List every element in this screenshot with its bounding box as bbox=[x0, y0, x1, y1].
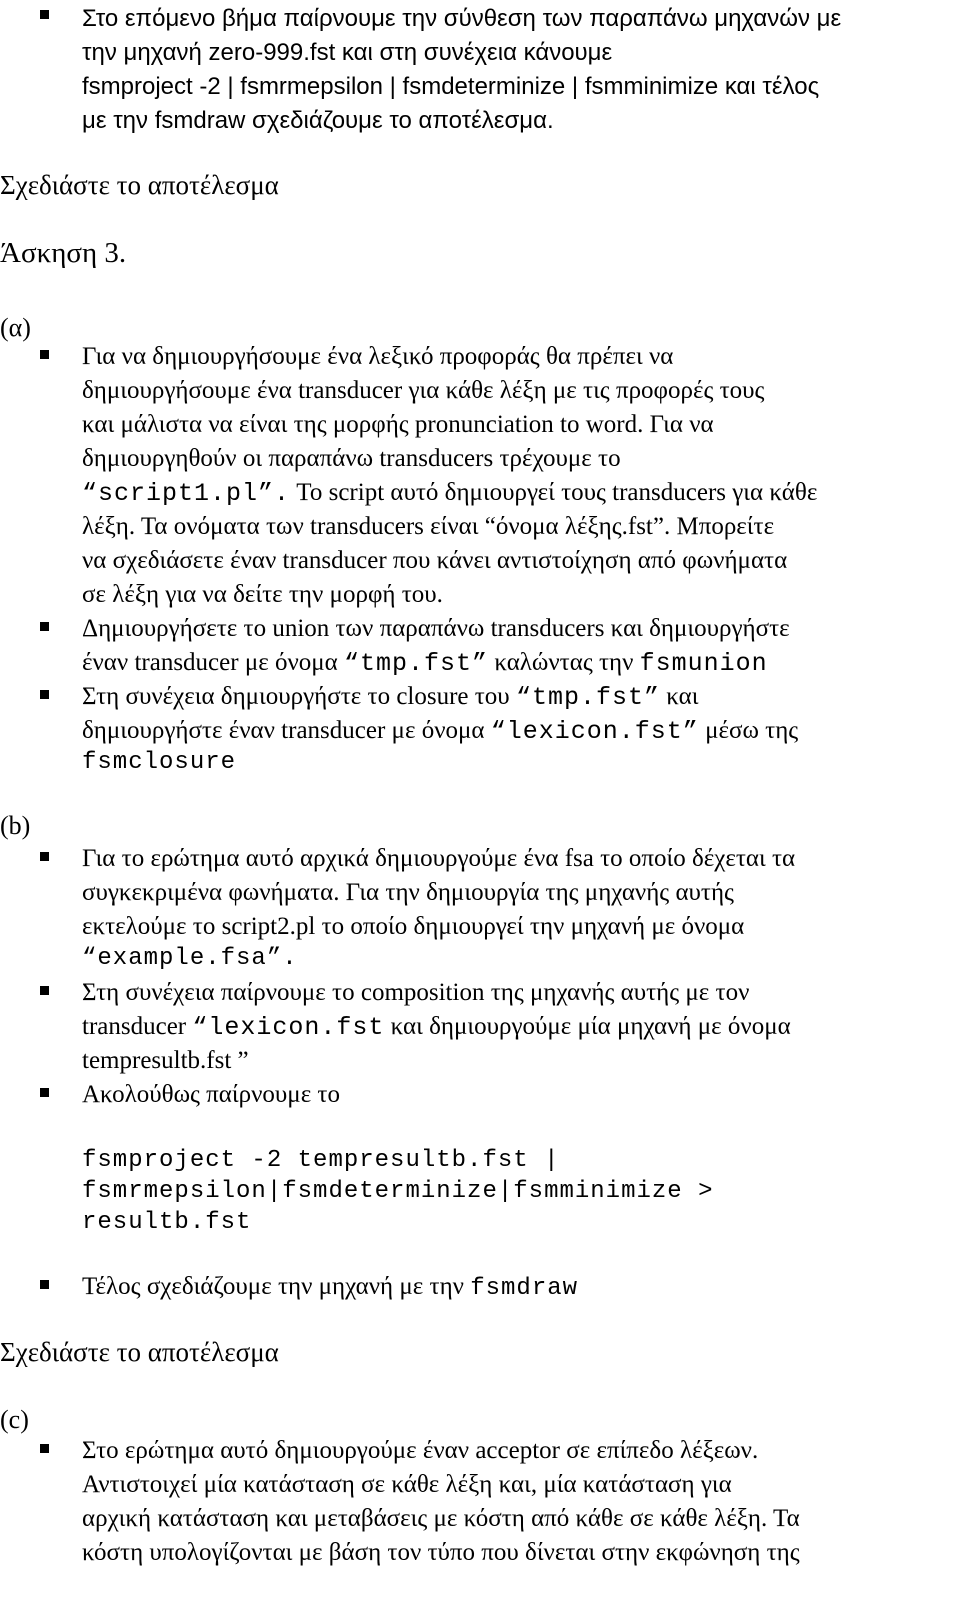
part-b-b2-line-2 bbox=[82, 1010, 791, 1044]
draw-result-heading: Σχεδιάστε το αποτέλεσμα bbox=[0, 1337, 279, 1367]
inline-text: Τέλος σχεδιάζουμε την μηχανή με την bbox=[82, 1273, 471, 1300]
part-a-b1-line-3: και μάλιστα να είναι της μορφής pronunciation to word. Για να bbox=[82, 411, 714, 438]
bullet-icon bbox=[40, 986, 49, 995]
code-block-line-2: fsmrmepsilon|fsmdeterminize|fsmminimize > bbox=[82, 1178, 714, 1205]
part-c-b1-line-4: κόστη υπολογίζονται με βάση τον τύπο που δίνεται στην εκφώνηση της bbox=[82, 1539, 800, 1566]
part-a-b1-line-5 bbox=[82, 476, 817, 510]
part-a-b1-line-8: σε λέξη για να δείτε την μορφή του. bbox=[82, 581, 443, 608]
inline-text: Το script αυτό δημιουργεί τους transducers για κάθε bbox=[290, 479, 818, 506]
bullet-icon bbox=[40, 350, 49, 359]
part-a-b3-line-3: fsmclosure bbox=[82, 749, 237, 776]
inline-code: “tmp.fst” bbox=[344, 649, 489, 678]
intro-line-2: την μηχανή zero-999.fst και στη συνέχεια κάνουμε bbox=[82, 39, 613, 66]
inline-code: “lexicon.fst bbox=[192, 1013, 385, 1042]
inline-text: καλώντας την bbox=[488, 649, 640, 676]
bullet-icon bbox=[40, 622, 49, 631]
exercise-title: Άσκηση 3. bbox=[0, 237, 127, 269]
part-c-b1-line-1: Στο ερώτημα αυτό δημιουργούμε έναν acceptor σε επίπεδο λέξεων. bbox=[82, 1437, 759, 1464]
part-b-b4-line-1 bbox=[82, 1270, 578, 1304]
part-a-label: (α) bbox=[0, 313, 31, 342]
inline-text: και δημιουργούμε μία μηχανή με όνομα bbox=[384, 1013, 791, 1040]
part-a-b3-line-1 bbox=[82, 680, 698, 714]
part-b-b1-line-4: “example.fsa”. bbox=[82, 945, 298, 972]
part-c-b1-line-2: Αντιστοιχεί μία κατάσταση σε κάθε λέξη και, μία κατάσταση για bbox=[82, 1471, 732, 1498]
part-a-b1-line-1: Για να δημιουργήσουμε ένα λεξικό προφοράς θα πρέπει να bbox=[82, 343, 674, 370]
part-b-label: (b) bbox=[0, 811, 31, 840]
part-a-b1-line-7: να σχεδιάσετε έναν transducer που κάνει αντιστοίχηση από φωνήματα bbox=[82, 547, 788, 574]
part-b-b2-line-1: Στη συνέχεια παίρνουμε το composition της μηχανής αυτής με τον bbox=[82, 979, 750, 1006]
inline-code: “tmp.fst” bbox=[515, 683, 660, 712]
part-a-b2-line-1: Δημιουργήσετε το union των παραπάνω transducers και δημιουργήστε bbox=[82, 615, 790, 642]
intro-line-3: fsmproject -2 | fsmrmepsilon | fsmdeterminize | fsmminimize και τέλος bbox=[82, 73, 820, 100]
code-block-line-1: fsmproject -2 tempresultb.fst | bbox=[82, 1147, 560, 1174]
bullet-icon bbox=[40, 1444, 49, 1453]
inline-text: και bbox=[659, 683, 699, 710]
part-b-b2-line-3: tempresultb.fst ” bbox=[82, 1047, 249, 1074]
part-c-label: (c) bbox=[0, 1405, 29, 1434]
part-b-b1-line-2: συγκεκριμένα φωνήματα. Για την δημιουργία της μηχανής αυτής bbox=[82, 879, 734, 906]
part-b-b1-line-1: Για το ερώτημα αυτό αρχικά δημιουργούμε ένα fsa το οποίο δέχεται τα bbox=[82, 845, 796, 872]
bullet-icon bbox=[40, 690, 49, 699]
bullet-icon bbox=[40, 852, 49, 861]
code-block-line-3: resultb.fst bbox=[82, 1209, 252, 1236]
intro-line-1: Στο επόμενο βήμα παίρνουμε την σύνθεση των παραπάνω μηχανών με bbox=[82, 5, 842, 32]
part-b-b1-line-3: εκτελούμε το script2.pl το οποίο δημιουργεί την μηχανή με όνομα bbox=[82, 913, 745, 940]
inline-text: Στη συνέχεια δημιουργήστε το closure του bbox=[82, 683, 516, 710]
inline-text: μέσω της bbox=[698, 717, 799, 744]
inline-text: transducer bbox=[82, 1013, 193, 1040]
part-c-b1-line-3: αρχική κατάσταση και μεταβάσεις με κόστη από κάθε σε κάθε λέξη. Τα bbox=[82, 1505, 800, 1532]
part-a-b3-line-2 bbox=[82, 714, 798, 748]
bullet-icon bbox=[40, 1088, 49, 1097]
part-a-b2-line-2 bbox=[82, 646, 768, 680]
inline-code: fsmunion bbox=[639, 649, 768, 678]
part-a-b1-line-6: λέξη. Τα ονόματα των transducers είναι “όνομα λέξης.fst”. Μπορείτε bbox=[82, 513, 775, 540]
inline-code: “lexicon.fst” bbox=[490, 717, 699, 746]
inline-text: δημιουργήστε έναν transducer με όνομα bbox=[82, 717, 491, 744]
intro-line-4: με την fsmdraw σχεδιάζουμε το αποτέλεσμα. bbox=[82, 107, 554, 134]
inline-code: “script1.pl”. bbox=[82, 479, 291, 508]
part-a-b1-line-2: δημιουργήσουμε ένα transducer για κάθε λέξη με τις προφορές τους bbox=[82, 377, 765, 404]
draw-result-heading: Σχεδιάστε το αποτέλεσμα bbox=[0, 170, 279, 200]
inline-text: έναν transducer με όνομα bbox=[82, 649, 345, 676]
bullet-icon bbox=[40, 1280, 49, 1289]
part-a-b1-line-4: δημιουργηθούν οι παραπάνω transducers τρέχουμε το bbox=[82, 445, 621, 472]
part-b-b3-line-1: Ακολούθως παίρνουμε το bbox=[82, 1081, 340, 1108]
inline-code: fsmdraw bbox=[470, 1275, 579, 1302]
bullet-icon bbox=[40, 10, 49, 19]
